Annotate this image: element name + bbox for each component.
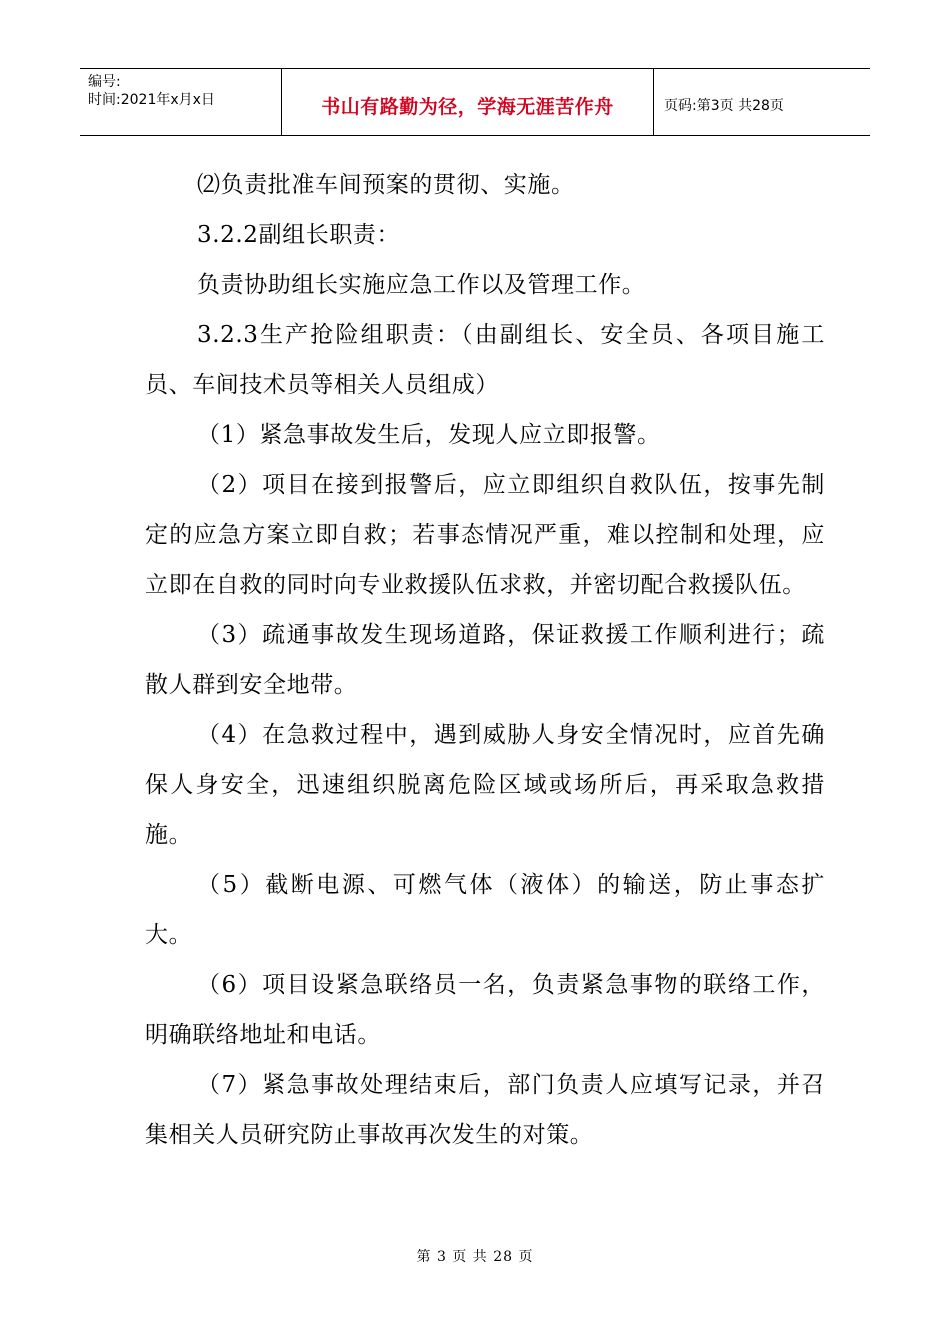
page-footer: 第 3 页 共 28 页 <box>416 1249 534 1265</box>
paragraph: （1）紧急事故发生后，发现人应立即报警。 <box>197 422 661 448</box>
paragraph: 负责协助组长实施应急工作以及管理工作。 <box>197 272 646 298</box>
paragraph: （2）项目在接到报警后，应立即组织自救队伍，按事先制定的应急方案立即自救；若事态情况严重，难以控制和处理，应立即在自救的同时向专业救援队伍求救，并密切配合救援队伍。 <box>145 472 825 598</box>
paragraph: （5）截断电源、可燃气体（液体）的输送，防止事态扩大。 <box>145 872 825 948</box>
page-header <box>80 68 870 136</box>
section-heading: 3.2.2副组长职责： <box>197 222 401 248</box>
date-label: 时间:2021年x月x日 <box>88 92 215 108</box>
section-heading: 3.2.3生产抢险组职责：（由副组长、安全员、各项目施工员、车间技术员等相关人员组成） <box>145 322 825 398</box>
paragraph: （6）项目设紧急联络员一名，负责紧急事物的联络工作，明确联络地址和电话。 <box>145 972 825 1048</box>
paragraph: （3）疏通事故发生现场道路，保证救援工作顺利进行；疏散人群到安全地带。 <box>145 622 825 698</box>
header-meta <box>80 69 282 135</box>
header-page-label: 页码:第3页 共28页 <box>664 98 784 114</box>
document-body <box>145 160 825 1160</box>
paragraph: （4）在急救过程中，遇到威胁人身安全情况时，应首先确保人身安全，迅速组织脱离危险区域或场所后，再采取急救措施。 <box>145 722 825 848</box>
header-motto: 书山有路勤为径，学海无涯苦作舟 <box>282 69 654 135</box>
number-label: 编号: <box>88 74 121 90</box>
paragraph: （7）紧急事故处理结束后，部门负责人应填写记录，并召集相关人员研究防止事故再次发生的对策。 <box>145 1072 825 1148</box>
paragraph: ⑵负责批准车间预案的贯彻、实施。 <box>197 172 575 198</box>
